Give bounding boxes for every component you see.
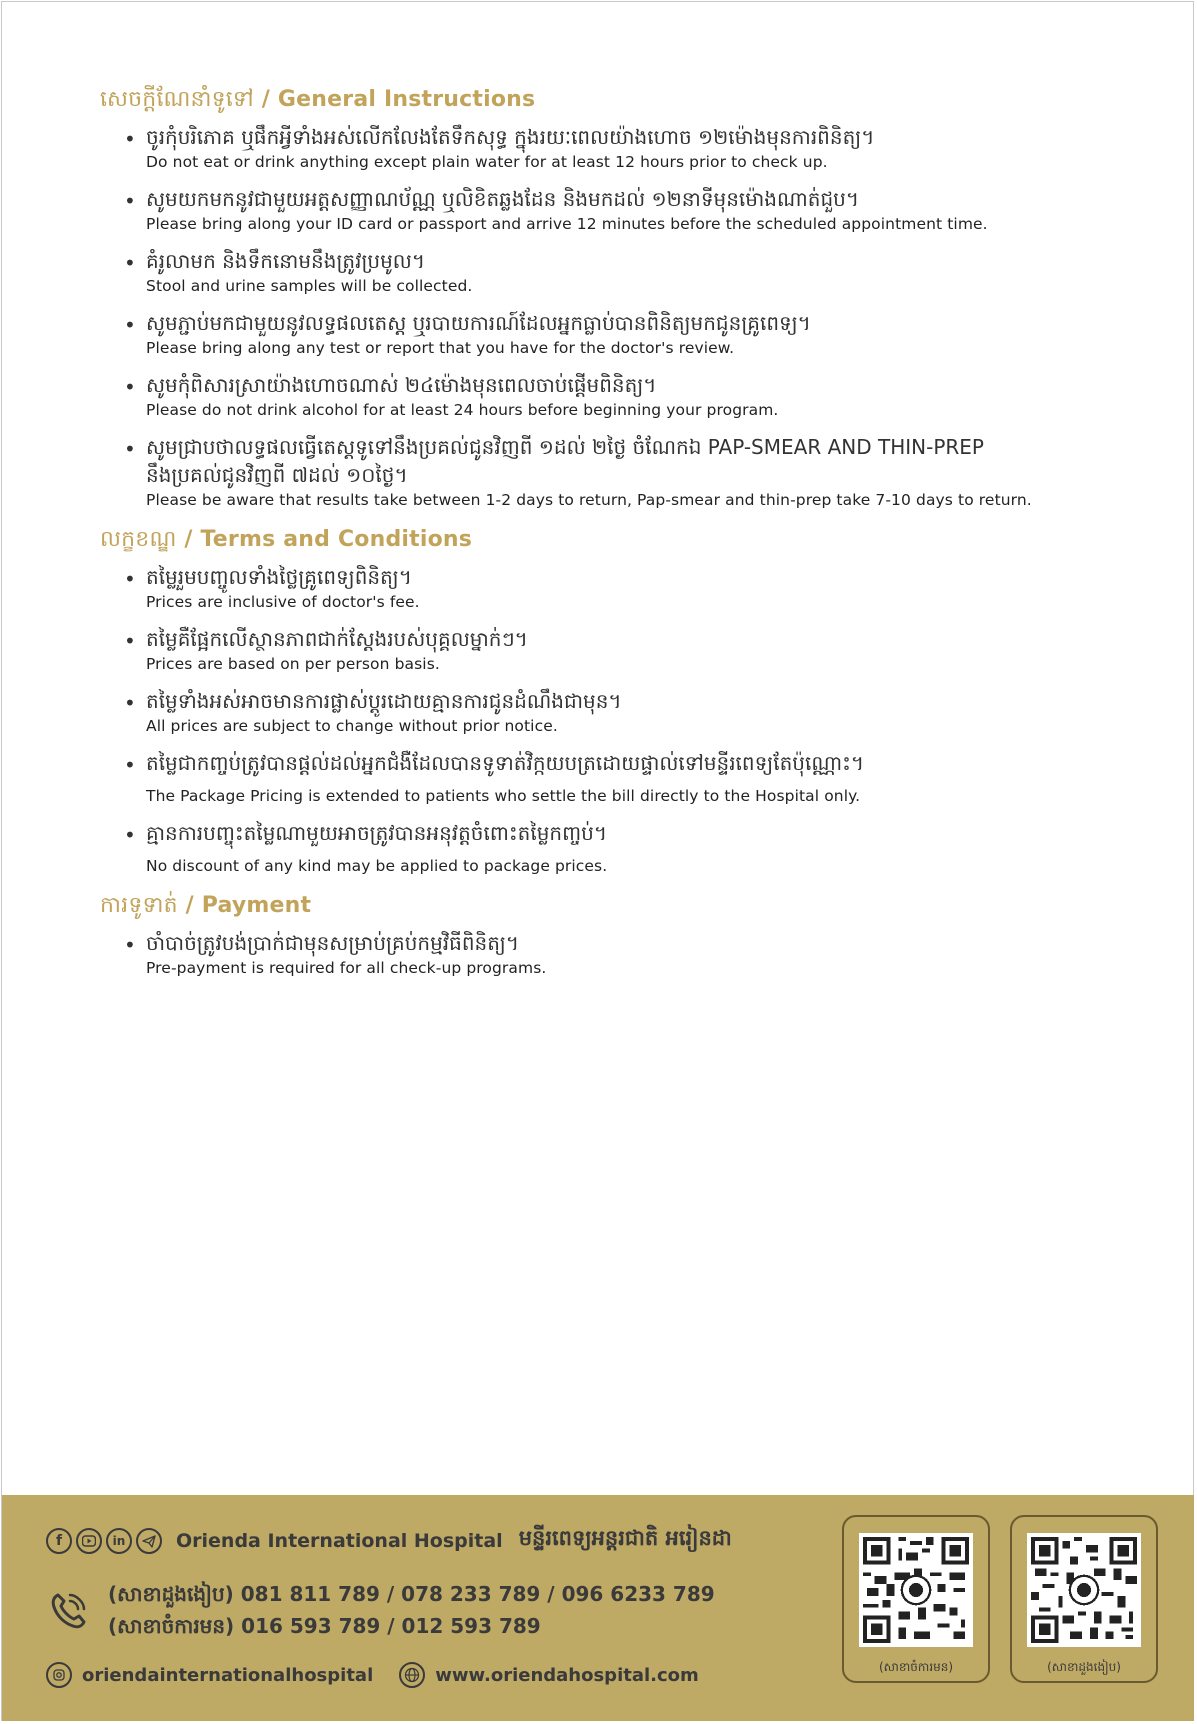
list-item: • តម្លៃគឺផ្អែកលើស្ថានភាពជាក់ស្តែងរបស់បុគ្គលម្នាក់ៗ។ Prices are based on per person basis. xyxy=(100,625,1140,675)
list-item: • តម្លៃជាកញ្ចប់ត្រូវបានផ្តល់ដល់អ្នកជំងឺដែលបានទូទាត់វិក្កយបត្រដោយផ្ទាល់ទៅមន្ទីរពេទ្យតែប៉ុណ្ណោះ។ The Package Pricing is extended to patients who settle the bill directly to the Hospital only. xyxy=(100,749,1140,807)
item-en-text: Please bring along your ID card or passport and arrive 12 minutes before the scheduled appointment time. xyxy=(146,215,988,233)
section-title xyxy=(100,891,1140,921)
list-item: • គំរូលាមក និងទឹកនោមនឹងត្រូវប្រមូល។ Stool and urine samples will be collected. xyxy=(100,247,1140,297)
item-km-text: សូមជ្រាបថាលទ្ធផលធ្វើតេស្តទូទៅនឹងប្រគល់ជូនវិញពី ១ដល់ ២ថ្ងៃ ចំណែកឯ PAP-SMEAR AND THIN-PREP xyxy=(146,435,984,459)
item-km-text: តម្លៃទាំងអស់អាចមានការផ្លាស់ប្តូរដោយគ្មានការជូនដំណឹងជាមុន។ xyxy=(146,689,622,713)
brand-name-km: មន្ទីរពេទ្យអន្តរជាតិ អរៀនដា xyxy=(518,1526,732,1550)
social-row xyxy=(46,1525,732,1556)
section-title xyxy=(100,525,1140,555)
terms-conditions-section xyxy=(100,525,1140,877)
item-km-text-continued: នឹងប្រគល់ជូនវិញពី ៧ដល់ ១០ថ្ងៃ។ xyxy=(146,463,408,487)
item-en-text: Please bring along any test or report that you have for the doctor's review. xyxy=(146,339,735,357)
globe-icon xyxy=(399,1662,425,1688)
item-en-text: Pre-payment is required for all check-up programs. xyxy=(146,959,547,977)
qr-caption: (សាខាដួងងៀប) xyxy=(1047,1660,1121,1674)
item-km-text: គំរូលាមក និងទឹកនោមនឹងត្រូវប្រមូល។ xyxy=(146,249,426,273)
qr-code-card-chamkarmon[interactable] xyxy=(842,1515,990,1683)
item-km-text: តម្លៃជាកញ្ចប់ត្រូវបានផ្តល់ដល់អ្នកជំងឺដែលបានទូទាត់វិក្កយបត្រដោយផ្ទាល់ទៅមន្ទីរពេទ្យតែប៉ុណ្ណោះ។ xyxy=(146,751,865,775)
phone-line-1[interactable]: (សាខាដួងងៀប) 081 811 789 / 078 233 789 / 096 6233 789 xyxy=(108,1582,715,1606)
section-title xyxy=(100,85,1140,115)
facebook-icon[interactable]: f xyxy=(46,1528,72,1554)
list-item: • ចាំបាច់ត្រូវបង់ប្រាក់ជាមុនសម្រាប់គ្រប់កម្មវិធីពិនិត្យ។ Pre-payment is required for all check-up programs. xyxy=(100,929,1140,979)
list-item: • គ្មានការបញ្ចុះតម្លៃណាមួយអាចត្រូវបានអនុវត្តចំពោះតម្លៃកញ្ចប់។ No discount of any kind may be applied to package prices. xyxy=(100,819,1140,877)
list-item: • តម្លៃរួមបញ្ចូលទាំងថ្លៃគ្រូពេទ្យពិនិត្យ។ Prices are inclusive of doctor's fee. xyxy=(100,563,1140,613)
list-item: • សូមយកមកនូវជាមួយអត្តសញ្ញាណប័ណ្ណ ឬលិខិតឆ្លងដែន និងមកដល់ ១២នាទីមុនម៉ោងណាត់ជួប។ Please bring along your ID card or passport and arrive 12 minutes before the scheduled appointment time. xyxy=(100,185,1140,235)
item-km-text: សូមយកមកនូវជាមួយអត្តសញ្ញាណប័ណ្ណ ឬលិខិតឆ្លងដែន និងមកដល់ ១២នាទីមុនម៉ោងណាត់ជួប។ xyxy=(146,187,860,211)
item-km-text: ចូរកុំបរិភោគ ឬផឹកអ្វីទាំងអស់លើកលែងតែទឹកសុទ្ធ ក្នុងរយៈពេលយ៉ាងហោច ១២ម៉ោងមុនការពិនិត្យ។ xyxy=(146,125,875,149)
qr-code-image xyxy=(1027,1533,1141,1647)
item-km-text: តម្លៃគឺផ្អែកលើស្ថានភាពជាក់ស្តែងរបស់បុគ្គលម្នាក់ៗ។ xyxy=(146,627,528,651)
youtube-icon[interactable] xyxy=(76,1528,102,1554)
item-en-text: All prices are subject to change without prior notice. xyxy=(146,717,558,735)
instagram-icon[interactable] xyxy=(46,1662,72,1688)
section-title-en: / Payment xyxy=(177,893,312,918)
section-title-en: / Terms and Conditions xyxy=(176,527,473,552)
qr-code-card-toul-kork[interactable] xyxy=(1010,1515,1158,1683)
phone-line-2[interactable]: (សាខាចំការមន) 016 593 789 / 012 593 789 xyxy=(108,1614,541,1638)
item-km-text: តម្លៃរួមបញ្ចូលទាំងថ្លៃគ្រូពេទ្យពិនិត្យ។ xyxy=(146,565,412,589)
item-en-text: No discount of any kind may be applied to package prices. xyxy=(146,857,608,875)
telegram-icon[interactable] xyxy=(136,1528,162,1554)
instagram-handle[interactable]: oriendainternationalhospital xyxy=(82,1664,374,1686)
item-en-text: Please do not drink alcohol for at least 24 hours before beginning your program. xyxy=(146,401,779,419)
section-title-km: សេចក្តីណែនាំទូទៅ xyxy=(100,87,254,112)
brand-name-en: Orienda International Hospital xyxy=(176,1529,503,1552)
payment-section xyxy=(100,891,1140,979)
instructions-content xyxy=(100,85,1140,993)
contact-footer xyxy=(2,1495,1194,1721)
section-title-km: ការទូទាត់ xyxy=(100,893,178,918)
item-en-text: Prices are inclusive of doctor's fee. xyxy=(146,593,420,611)
section-title-en: / General Instructions xyxy=(253,87,536,112)
qr-code-image xyxy=(859,1533,973,1647)
bottom-links-row xyxy=(46,1662,725,1688)
item-km-text: សូមភ្ជាប់មកជាមួយនូវលទ្ធផលតេស្ត ឬរបាយការណ៍ដែលអ្នកធ្លាប់បានពិនិត្យមកជូនគ្រូពេទ្យ។ xyxy=(146,311,811,335)
list-item: • សូមភ្ជាប់មកជាមួយនូវលទ្ធផលតេស្ត ឬរបាយការណ៍ដែលអ្នកធ្លាប់បានពិនិត្យមកជូនគ្រូពេទ្យ។ Please bring along any test or report that you have for the doctor's review. xyxy=(100,309,1140,359)
list-item: • សូមកុំពិសារស្រាយ៉ាងហោចណាស់ ២៤ម៉ោងមុនពេលចាប់ផ្តើមពិនិត្យ។ Please do not drink alcohol for at least 24 hours before beginning your program. xyxy=(100,371,1140,421)
qr-caption: (សាខាចំការមន) xyxy=(878,1660,954,1674)
phone-icon xyxy=(46,1589,90,1633)
item-en-text: Prices are based on per person basis. xyxy=(146,655,440,673)
list-item: • តម្លៃទាំងអស់អាចមានការផ្លាស់ប្តូរដោយគ្មានការជូនដំណឹងជាមុន។ All prices are subject to change without prior notice. xyxy=(100,687,1140,737)
website-link[interactable]: www.oriendahospital.com xyxy=(435,1664,699,1686)
linkedin-icon[interactable]: in xyxy=(106,1528,132,1554)
item-km-text: គ្មានការបញ្ចុះតម្លៃណាមួយអាចត្រូវបានអនុវត្តចំពោះតម្លៃកញ្ចប់។ xyxy=(146,821,608,845)
list-item: • សូមជ្រាបថាលទ្ធផលធ្វើតេស្តទូទៅនឹងប្រគល់ជូនវិញពី ១ដល់ ២ថ្ងៃ ចំណែកឯ PAP-SMEAR AND THIN-PREP នឹងប្រគល់ជូនវិញពី ៧ដល់ ១០ថ្ងៃ។ Please be aware that results take between 1-2 days to return, Pap-smear and thin-prep take 7-10 days to return. xyxy=(100,433,1140,511)
item-en-text: Stool and urine samples will be collected. xyxy=(146,277,473,295)
item-km-text: សូមកុំពិសារស្រាយ៉ាងហោចណាស់ ២៤ម៉ោងមុនពេលចាប់ផ្តើមពិនិត្យ។ xyxy=(146,373,657,397)
item-km-text: ចាំបាច់ត្រូវបង់ប្រាក់ជាមុនសម្រាប់គ្រប់កម្មវិធីពិនិត្យ។ xyxy=(146,931,520,955)
section-title-km: លក្ខខណ្ឌ xyxy=(100,527,177,552)
list-item: • ចូរកុំបរិភោគ ឬផឹកអ្វីទាំងអស់លើកលែងតែទឹកសុទ្ធ ក្នុងរយៈពេលយ៉ាងហោច ១២ម៉ោងមុនការពិនិត្យ។ Do not eat or drink anything except plain water for at least 12 hours prior to check up. xyxy=(100,123,1140,173)
item-en-text: Please be aware that results take between 1-2 days to return, Pap-smear and thin-prep take 7-10 days to return. xyxy=(146,491,1032,509)
general-instructions-section xyxy=(100,85,1140,511)
item-en-text: Do not eat or drink anything except plain water for at least 12 hours prior to check up. xyxy=(146,153,828,171)
item-en-text: The Package Pricing is extended to patients who settle the bill directly to the Hospital only. xyxy=(146,787,861,805)
